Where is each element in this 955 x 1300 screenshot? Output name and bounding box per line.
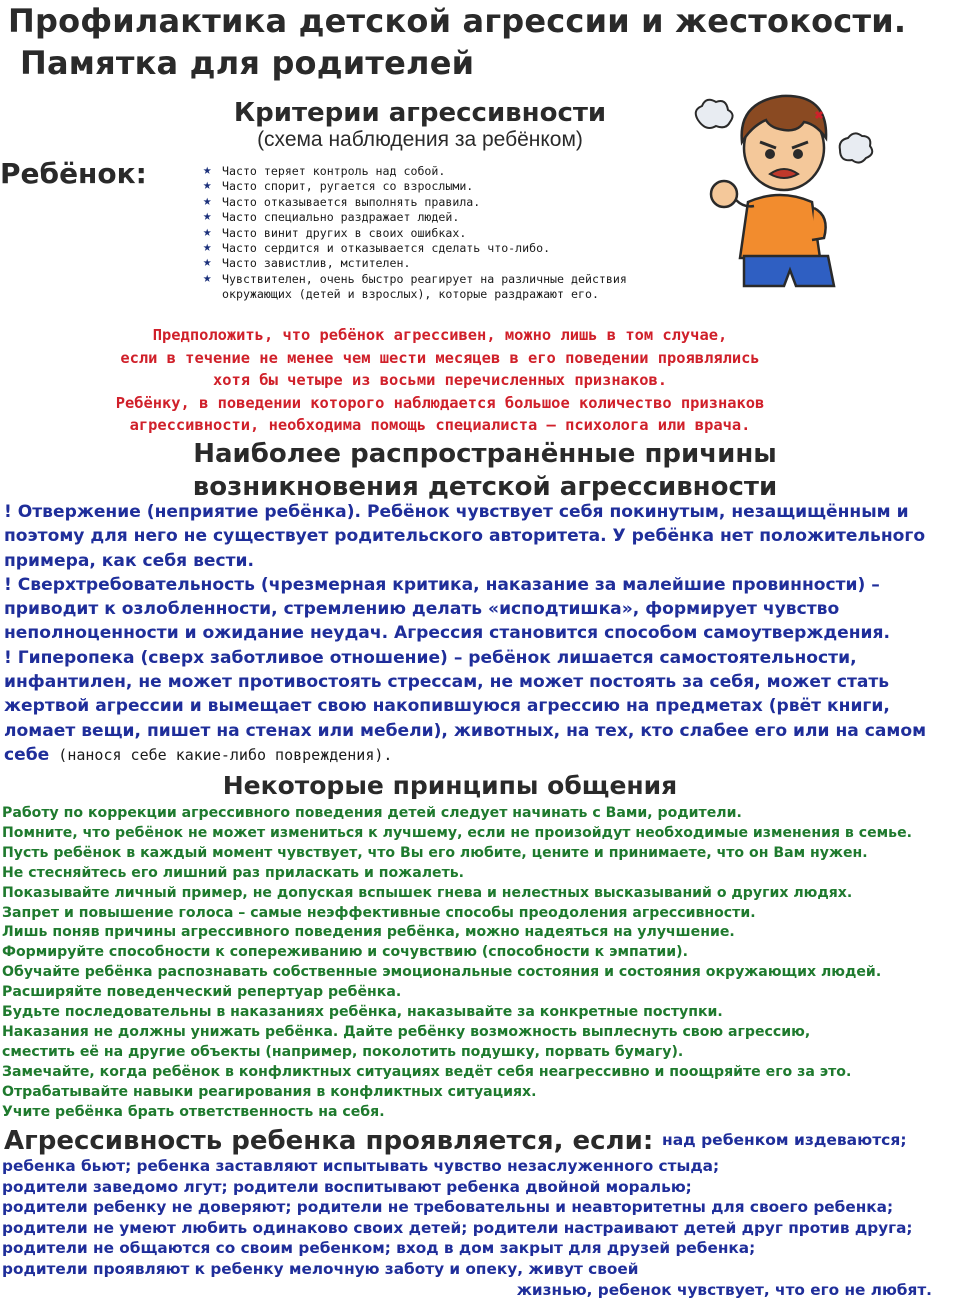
cause-overprotection: ! Гиперопека (сверх заботливое отношение) – ребёнок лишается самостоятельности, инфантилен, не может противостоять стрессам, не может постоять за себя, может стать жертвой агрессии и вымещает свою накопившуюся агрессию на предметах (рвёт книги, ломает вещи, пишет на стенах или мебели), животных, на тех, кто слабее его или на самом себе (нанося себе какие-либо повреждения). <box>4 647 927 765</box>
angry-boy-illustration <box>690 90 880 290</box>
list-item: жизнью, ребенок чувствует, что его не любят. <box>516 1280 932 1299</box>
criteria-subheading: (схема наблюдения за ребёнком) <box>257 128 583 151</box>
list-item: Формируйте способности к сопереживанию и сочувствию (способности к эмпатии). <box>2 944 688 961</box>
cause-rejection: ! Отвержение (неприятие ребёнка). Ребёнок чувствует себя покинутым, незащищённым и поэтому для него не существует родительского авторитета. У ребёнка нет положительного примера, как себя вести. <box>4 502 926 571</box>
list-item: ★ Часто теряет контроль над собой. <box>203 162 446 178</box>
list-item: Учите ребёнка брать ответственность на себя. <box>2 1103 385 1120</box>
cause-overdemanding: ! Сверхтребовательность (чрезмерная критика, наказание за малейшие провинности) – приводит к озлобленности, стремлению делать «исподтишка», формирует чувство неполноценности и ожидание неудач. Агрессия становится способом самоутверждения. <box>4 574 890 644</box>
list-item: Наказания не должны унижать ребёнка. Дайте ребёнку возможность выплеснуть свою агрессию, <box>2 1023 811 1040</box>
star-icon: ★ <box>203 162 212 178</box>
list-item: Запрет и повышение голоса – самые неэффективные способы преодоления агрессивности. <box>2 904 756 921</box>
list-item: Будьте последовательны в наказаниях ребёнка, наказывайте за конкретные поступки. <box>2 1004 723 1021</box>
list-item: ★ Часто винит других в своих ошибках. <box>203 223 467 240</box>
list-item: Лишь поняв причины агрессивного поведения ребёнка, можно надеяться на улучшение. <box>2 924 735 941</box>
star-icon: ★ <box>203 223 212 240</box>
list-item: Не стесняйтесь его лишний раз приласкать и пожалеть. <box>2 864 465 881</box>
list-item: Отрабатывайте навыки реагирования в конфликтных ситуациях. <box>2 1083 537 1100</box>
aggression-heading: Агрессивность ребенка проявляется, если: <box>4 1126 654 1156</box>
principles-heading: Некоторые принципы общения <box>222 771 678 800</box>
page-title <box>8 0 948 84</box>
list-item: ребенка бьют; ребенка заставляют испытывать чувство незаслуженного стыда; <box>2 1157 720 1175</box>
list-item: родители ребенку не доверяют; родители не требовательны и неавторитетны для своего ребенка; <box>2 1198 894 1217</box>
list-item: Расширяйте поведенческий репертуар ребёнка. <box>2 984 402 1001</box>
list-item: ★ Часто сердится и отказывается сделать что-либо. <box>203 239 551 256</box>
list-item: сместить её на другие объекты (например, поколотить подушку, порвать бумагу). <box>2 1043 684 1060</box>
star-icon: ★ <box>203 239 212 256</box>
aggression-first-item: над ребенком издеваются; <box>662 1131 907 1149</box>
list-item: родители не общаются со своим ребенком; вход в дом закрыт для друзей ребенка; <box>2 1239 756 1258</box>
red-note: Предположить, что ребёнок агрессивен, можно лишь в том случае, если в течение не менее чем шести месяцев в его поведении проявлялись хотя бы четыре из восьми перечисленных признаков. Ребёнку, в поведении которого наблюдается большое количество признаков агрессивности, необходима помощь специалиста – психолога или врача. <box>115 326 765 434</box>
list-item: ★ Часто специально раздражает людей. <box>203 208 460 225</box>
list-item: Показывайте личный пример, не допуская вспышек гнева и нелестных высказываний о других людях. <box>2 884 853 901</box>
star-icon: ★ <box>203 269 212 286</box>
star-icon: ★ <box>203 177 212 194</box>
list-item: Помните, что ребёнок не может измениться к лучшему, если не произойдут необходимые изменения в семье. <box>2 824 913 841</box>
causes-list <box>4 500 950 767</box>
list-item: Замечайте, когда ребёнок в конфликтных ситуациях ведёт себя неагрессивно и поощряйте его за это. <box>2 1063 852 1080</box>
list-item: ★ Чувствителен, очень быстро реагирует на различные действия окружающих (детей и взрослых), которые раздражают его. <box>203 269 627 302</box>
list-item: Работу по коррекции агрессивного поведения детей следует начинать с Вами, родители. <box>2 805 742 821</box>
criteria-heading: Критерии агрессивности <box>233 98 607 128</box>
list-item: родители проявляют к ребенку мелочную заботу и опеку, живут своей <box>2 1259 639 1278</box>
criteria-list <box>203 164 643 303</box>
page-title-line2: Памятка для родителей <box>20 44 475 82</box>
list-item: родители заведомо лгут; родители воспитывают ребенка двойной моралью; <box>2 1177 692 1196</box>
list-item: ★ Часто спорит, ругается со взрослыми. <box>203 177 474 194</box>
star-icon: ★ <box>203 254 212 271</box>
child-label: Ребёнок: <box>0 157 147 190</box>
list-item: Обучайте ребёнка распознавать собственные эмоциональные состояния и состояния окружающих людей. <box>2 964 882 981</box>
causes-heading: Наиболее распространённые причины возникновения детской агрессивности <box>192 439 778 502</box>
aggression-list <box>2 1156 952 1300</box>
page-title-line1: Профилактика детской агрессии и жестокости. <box>8 2 907 40</box>
star-icon: ★ <box>203 192 212 209</box>
list-item: родители не умеют любить одинаково своих детей; родители настраивают детей друг против друга; <box>2 1218 913 1237</box>
principles-list <box>2 804 952 1123</box>
star-icon: ★ <box>203 208 212 225</box>
list-item: ★ Часто завистлив, мстителен. <box>203 254 411 271</box>
list-item: Пусть ребёнок в каждый момент чувствует, что Вы его любите, цените и принимаете, что он Вам нужен. <box>2 844 868 861</box>
list-item: ★ Часто отказывается выполнять правила. <box>203 192 481 209</box>
